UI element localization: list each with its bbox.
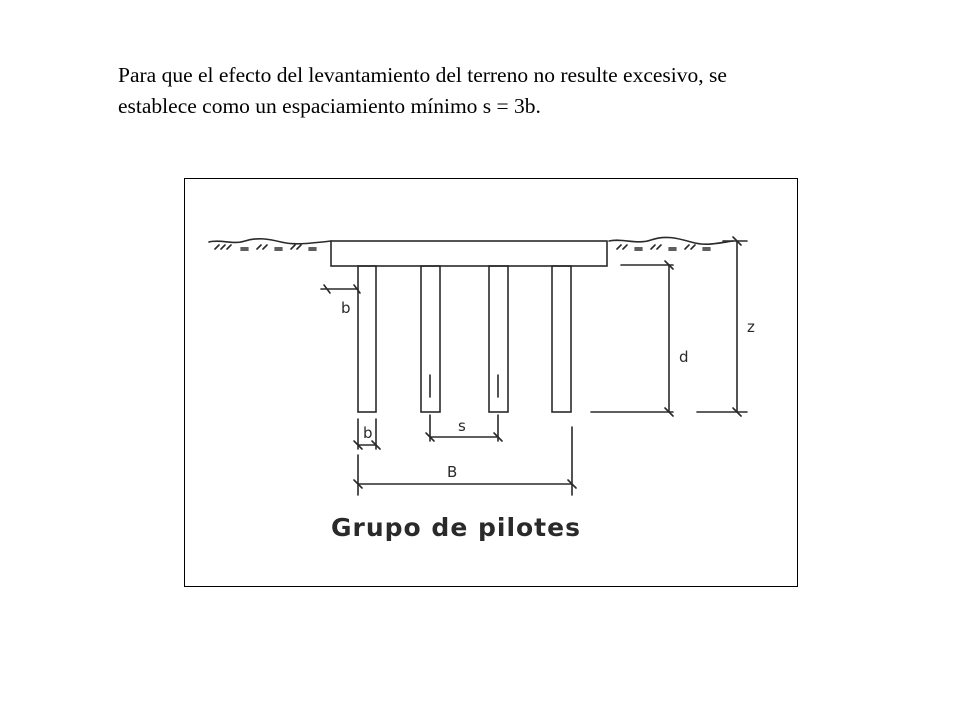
- explanation-line-2: establece como un espaciamiento mínimo s = 3b.: [118, 94, 541, 118]
- dimension-b-top: [321, 285, 360, 293]
- label-z: z: [747, 318, 755, 336]
- label-b-bottom: b: [363, 424, 373, 442]
- pile-1: [358, 266, 376, 412]
- ground-surface-left: [209, 239, 331, 250]
- explanation-line-1: Para que el efecto del levantamiento del terreno no resulte excesivo, se: [118, 63, 727, 87]
- dimension-z: [697, 237, 747, 416]
- dimension-d: [591, 261, 673, 416]
- pile-4: [552, 266, 571, 412]
- label-s: s: [458, 417, 466, 435]
- ground-surface-right: [609, 237, 733, 250]
- explanation-text: [118, 60, 898, 122]
- pile-group-figure: [184, 178, 798, 587]
- label-d: d: [679, 348, 689, 366]
- pile-cap: [331, 241, 607, 266]
- pile-group-diagram: [185, 179, 799, 588]
- figure-caption: Grupo de pilotes: [331, 513, 581, 542]
- label-B: B: [447, 463, 458, 481]
- label-b-top: b: [341, 299, 351, 317]
